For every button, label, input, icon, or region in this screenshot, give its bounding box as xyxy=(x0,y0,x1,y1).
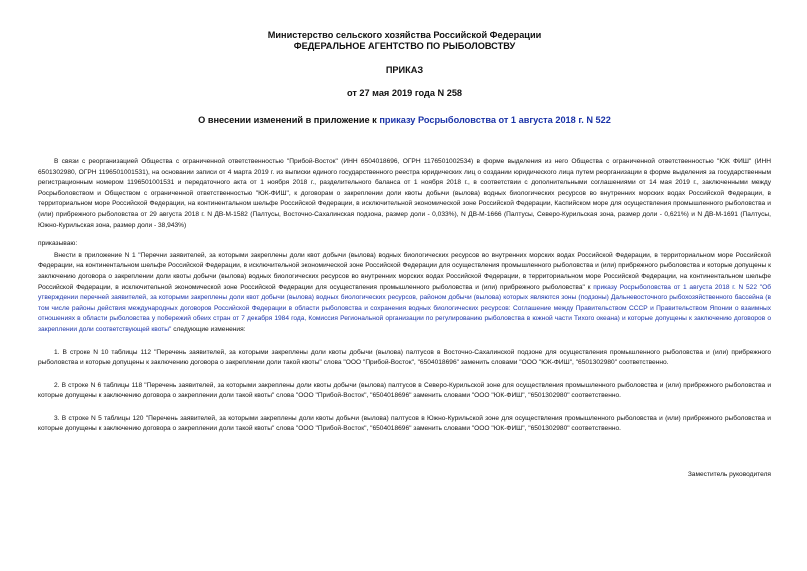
main-paragraph-tail: следующие изменения: xyxy=(171,325,246,333)
title-order-link[interactable]: приказу Росрыболовства от 1 августа 2018 г. N 522 xyxy=(379,115,611,125)
title-prefix: О внесении изменений в приложение к xyxy=(198,115,380,125)
order-word: приказываю: xyxy=(38,240,78,248)
item-2: 2. В строке N 6 таблицы 118 "Перечень заявителей, за которыми закреплены доли квоты добычи (вылова) палтусов в Северо-Курильской зоне для осуществления промышленного рыболовства и (или) прибрежного рыболовства и которые допущены к заключению договора о закреплении доли такой квоты" слова "ООО "Прибой-Восток", "6504018696" заменить словами "ООО "ЮК-ФИШ", "6501302980" соответственно. xyxy=(38,381,771,400)
document-date-number: от 27 мая 2019 года N 258 xyxy=(346,88,463,98)
main-paragraph xyxy=(38,251,771,336)
document-title xyxy=(38,115,771,125)
order-522-link[interactable]: приказу Росрыболовства от 1 августа 2018 г. N 522 "Об утверждении перечней заявителей, за которыми закреплены доли квот добычи (вылова) водных биологических ресурсов, районом добычи (вылова) которых являются зоны (подзоны) Дальневосточного рыбохозяйственного бассейна (в том числе районы действия международных договоров Российской Федерации в области рыболовства и сохранения водных биологических ресурсов: Соглашение между Правительством СССР и Правительством Японии о взаимных отношениях в области рыболовства у побережий обеих стран от 7 декабря 1984 года, Комиссия Региональной организации по регулированию рыболовства в южной части Тихого океана) и которые допущены к заключению договоров о закреплении доли соответствующей квоты" xyxy=(38,283,771,333)
item-3: 3. В строке N 5 таблицы 120 "Перечень заявителей, за которыми закреплены доли квоты добычи (вылова) палтусов в Южно-Курильской зоне для осуществления промышленного рыболовства и (или) прибрежного рыболовства и которые допущены к заключению договора о закреплении доли такой квоты" слова "ООО "Прибой-Восток", "6504018696" заменить словами "ООО "ЮК-ФИШ", "6501302980" соответственно. xyxy=(38,414,771,433)
signature-title: Заместитель руководителя xyxy=(687,471,771,479)
item-1: 1. В строке N 10 таблицы 112 "Перечень заявителей, за которыми закреплены доли квоты добычи (вылова) палтусов в Восточно-Сахалинской подзоне для осуществления промышленного рыболовства и (или) прибрежного рыболовства и которые допущены к заключению договора о закреплении доли такой квоты" слова "ООО "Прибой-Восток", "6504018696" заменить словами "ООО "ЮК-ФИШ", "6501302980" соответственно. xyxy=(38,348,771,367)
document-type: ПРИКАЗ xyxy=(385,65,424,75)
main-paragraph-text: Внести в приложение N 1 "Перечни заявителей, за которыми закреплены доли квот добычи (вылова) водных биологических ресурсов во внутренних морских водах Российской Федерации, в территориальном море Российской Федерации, на континентальном шельфе Российской Федерации, в исключительной экономической зоне Российской Федерации для осуществления промышленного рыболовства и (или) прибрежного рыболовства и которые допущены к заключению договора о закреплении доли квоты добычи (вылова) водных биологических ресурсов во внутренних морских водах Российской Федерации, в территориальном море Российской Федерации, на континентальном шельфе Российской Федерации, в исключительной экономической зоне Российской Федерации для осуществления промышленного рыболовства и (или) прибрежного рыболовства" к xyxy=(38,251,771,291)
intro-paragraph: В связи с реорганизацией Общества с ограниченной ответственностью "Прибой-Восток" (ИНН 6504018696, ОГРН 1176501002534) в форме выделения из него Общества с ограниченной ответственностью "ЮК ФИШ" (ИНН 6501302980, ОГРН 1196501001531), на основании записи от 4 марта 2019 г. из выписки единого государственного реестра юридических лиц о создании юридического лица путем реорганизации в форме выделения за государственным регистрационным номером 1196501001531 и передаточного акта от 1 ноября 2018 г., разделительного баланса от 1 ноября 2018 г., в соответствии с дополнительными соглашениями от 14 мая 2019 г., заключенными между Росрыболовством и Обществом с ограниченной ответственностью "ЮК-ФИШ", к договорам о закреплении доли квоты добычи (вылова) водных биологических ресурсов во внутренних морских водах Российской Федерации, в территориальном море Российской Федерации, на континентальном шельфе Российской Федерации, в исключительной экономической зоне Российской Федерации, Каспийском море для осуществления промышленного рыболовства и (или) прибрежного рыболовства от 29 августа 2018 г. N ДВ-М-1582 (Палтусы, Восточно-Сахалинская подзона, размер доли - 0,033%), N ДВ-М-1666 (Палтусы, Северо-Курильская зона, размер доли - 0,621%) и N ДВ-М-1691 (Палтусы, Южно-Курильская зона, размер доли - 38,943%) xyxy=(38,158,771,229)
agency-name: ФЕДЕРАЛЬНОЕ АГЕНТСТВО ПО РЫБОЛОВСТВУ xyxy=(293,41,516,51)
ministry-name: Министерство сельского хозяйства Российской Федерации xyxy=(267,30,542,40)
document xyxy=(38,30,771,485)
